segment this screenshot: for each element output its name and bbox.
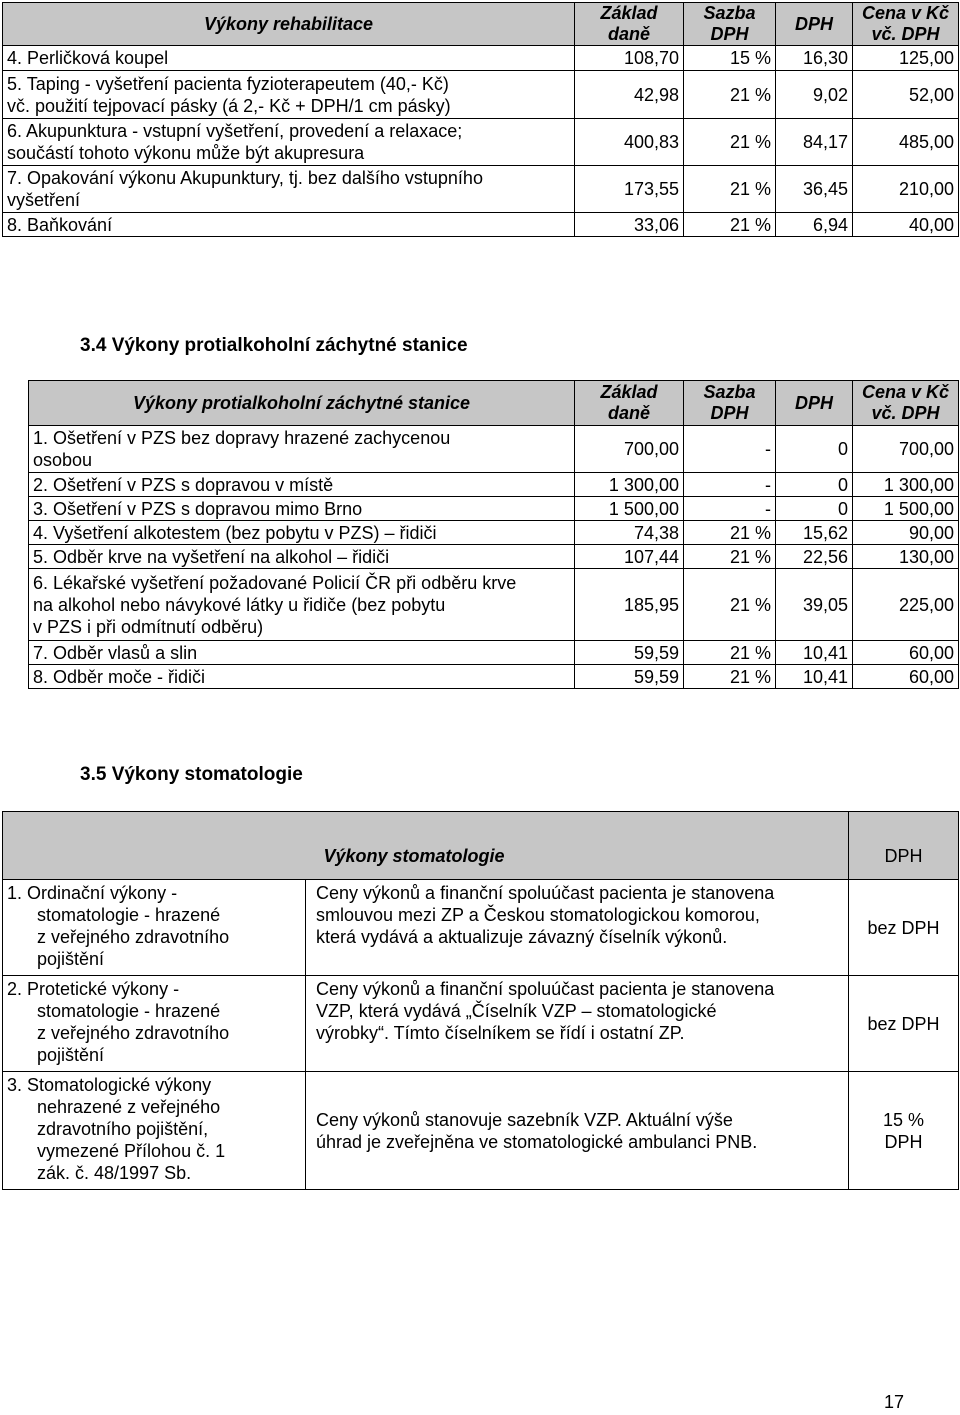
stoma-table (2, 811, 959, 1190)
row-name: 7. Odběr vlasů a slin (29, 641, 575, 665)
row-dph: bez DPH (849, 880, 959, 976)
row-cena: 60,00 (853, 665, 959, 689)
row-name-line: 7. Opakování výkonu Akupunktury, tj. bez dalšího vstupního (7, 168, 483, 188)
rehab-header-dph: DPH (776, 3, 853, 46)
row-dph: 15,62 (776, 521, 853, 545)
row-zaklad: 1 500,00 (575, 497, 684, 521)
row-dph: bez DPH (849, 976, 959, 1072)
row-name: 5. Odběr krve na vyšetření na alkohol – řidiči (29, 545, 575, 569)
row-sazba: 21 % (684, 665, 776, 689)
row-name: 8. Baňkování (3, 213, 575, 237)
table-row (29, 569, 959, 641)
row-cena: 700,00 (853, 426, 959, 473)
row-name (29, 426, 575, 473)
row-cena: 90,00 (853, 521, 959, 545)
row-name-line: stomatologie - hrazené (37, 905, 221, 925)
row-name (3, 119, 575, 166)
section-heading-3-5: 3.5 Výkony stomatologie (80, 764, 303, 785)
table-row (3, 46, 959, 71)
row-description (306, 880, 849, 976)
alco-header-zaklad: Základ daně (575, 381, 684, 426)
row-name-line: pojištění (37, 949, 105, 969)
row-name (3, 71, 575, 119)
row-name-line: osobou (33, 450, 93, 470)
table-row (29, 545, 959, 569)
row-desc-line: Ceny výkonů a finanční spoluúčast pacienta je stanovena (316, 979, 775, 999)
row-zaklad: 33,06 (575, 213, 684, 237)
row-dph (849, 1072, 959, 1190)
row-name-line: vymezené Přílohou č. 1 (37, 1141, 226, 1161)
table-row (29, 641, 959, 665)
row-name: 4. Vyšetření alkotestem (bez pobytu v PZS) – řidiči (29, 521, 575, 545)
row-name-line: 5. Taping - vyšetření pacienta fyzioterapeutem (40,- Kč) (7, 73, 449, 94)
row-zaklad: 59,59 (575, 665, 684, 689)
row-cena: 60,00 (853, 641, 959, 665)
row-sazba: 21 % (684, 166, 776, 213)
row-name-line: 1. Ošetření v PZS bez dopravy hrazené zachycenou (33, 428, 451, 448)
row-name (29, 569, 575, 641)
row-name (3, 976, 306, 1072)
row-name-line: nehrazené z veřejného (37, 1097, 221, 1117)
row-zaklad: 1 300,00 (575, 473, 684, 497)
row-desc-line: výrobky“. Tímto číselníkem se řídí i ostatní ZP. (316, 1023, 685, 1043)
table-row (3, 1072, 959, 1190)
row-sazba: 21 % (684, 119, 776, 166)
row-name-line: vyšetření (7, 190, 81, 210)
row-dph: 9,02 (776, 71, 853, 119)
row-zaklad: 700,00 (575, 426, 684, 473)
row-name: 4. Perličková koupel (3, 46, 575, 71)
row-name-line: 2. Protetické výkony - (7, 979, 180, 999)
row-desc-line: Ceny výkonů a finanční spoluúčast pacienta je stanovena (316, 883, 775, 903)
row-dph: 10,41 (776, 665, 853, 689)
row-desc-line: která vydává a aktualizuje závazný číselník výkonů. (316, 927, 728, 947)
row-zaklad: 59,59 (575, 641, 684, 665)
row-cena: 225,00 (853, 569, 959, 641)
row-sazba: 21 % (684, 545, 776, 569)
row-dph: 0 (776, 473, 853, 497)
row-cena: 125,00 (853, 46, 959, 71)
row-name-line: vč. použití tejpovací pásky (á 2,- Kč + DPH/1 cm pásky) (7, 95, 451, 116)
row-name (3, 166, 575, 213)
table-row (29, 497, 959, 521)
stoma-header-row (3, 812, 959, 880)
row-cena: 210,00 (853, 166, 959, 213)
row-sazba: - (684, 497, 776, 521)
rehab-header-sazba: Sazba DPH (684, 3, 776, 46)
row-desc-line: smlouvou mezi ZP a Českou stomatologickou komorou, (316, 905, 760, 925)
table-row (29, 426, 959, 473)
row-dph: 84,17 (776, 119, 853, 166)
row-name-line: součástí tohoto výkonu může být akupresura (7, 143, 365, 163)
alco-header-row (29, 381, 959, 426)
rehab-header-row (3, 3, 959, 46)
row-name-line: pojištění (37, 1045, 105, 1065)
row-sazba: 21 % (684, 213, 776, 237)
row-dph-line: DPH (884, 1131, 923, 1152)
row-desc-line: úhrad je zveřejněna ve stomatologické ambulanci PNB. (316, 1131, 758, 1152)
row-dph-line: 15 % (882, 1109, 925, 1130)
row-name-line: zák. č. 48/1997 Sb. (37, 1163, 192, 1183)
row-zaklad: 42,98 (575, 71, 684, 119)
table-row (3, 119, 959, 166)
table-row (29, 473, 959, 497)
row-name (3, 880, 306, 976)
row-name: 8. Odběr moče - řidiči (29, 665, 575, 689)
row-cena: 130,00 (853, 545, 959, 569)
row-name-line: 3. Stomatologické výkony (7, 1075, 212, 1095)
row-name: 3. Ošetření v PZS s dopravou mimo Brno (29, 497, 575, 521)
row-sazba: 15 % (684, 46, 776, 71)
alco-table (28, 380, 959, 689)
row-dph: 6,94 (776, 213, 853, 237)
rehab-header-zaklad: Základ daně (575, 3, 684, 46)
row-dph: 10,41 (776, 641, 853, 665)
row-name-line: 1. Ordinační výkony - (7, 883, 178, 903)
rehab-table (2, 2, 959, 237)
row-name-line: stomatologie - hrazené (37, 1001, 221, 1021)
row-cena: 52,00 (853, 71, 959, 119)
page-number: 17 (884, 1392, 905, 1412)
row-dph: 0 (776, 426, 853, 473)
row-sazba: 21 % (684, 641, 776, 665)
table-row (3, 213, 959, 237)
rehab-header-cena: Cena v Kč vč. DPH (853, 3, 959, 46)
row-zaklad: 108,70 (575, 46, 684, 71)
row-sazba: 21 % (684, 521, 776, 545)
row-sazba: 21 % (684, 569, 776, 641)
row-name-line: z veřejného zdravotního (37, 1023, 230, 1043)
stoma-header-dph-label: DPH (884, 846, 923, 866)
row-dph: 22,56 (776, 545, 853, 569)
row-desc-line: Ceny výkonů stanovuje sazebník VZP. Aktuální výše (316, 1109, 733, 1130)
row-name (3, 1072, 306, 1190)
row-name-line: 6. Akupunktura - vstupní vyšetření, provedení a relaxace; (7, 121, 463, 141)
stoma-header-label: Výkony stomatologie (323, 846, 505, 866)
row-name-line: na alkohol nebo návykové látky u řidiče (bez pobytu (33, 594, 446, 615)
row-desc-line: VZP, která vydává „Číselník VZP – stomatologické (316, 1001, 717, 1021)
row-dph: 36,45 (776, 166, 853, 213)
row-description (306, 1072, 849, 1190)
row-zaklad: 185,95 (575, 569, 684, 641)
row-cena: 40,00 (853, 213, 959, 237)
row-sazba: - (684, 426, 776, 473)
table-row (3, 166, 959, 213)
alco-header-dph: DPH (776, 381, 853, 426)
row-dph: 16,30 (776, 46, 853, 71)
table-row (3, 71, 959, 119)
row-zaklad: 74,38 (575, 521, 684, 545)
row-sazba: - (684, 473, 776, 497)
row-dph: 39,05 (776, 569, 853, 641)
stoma-header-blank (3, 812, 306, 880)
stoma-header-dph (849, 812, 959, 880)
row-zaklad: 173,55 (575, 166, 684, 213)
table-row (3, 976, 959, 1072)
row-cena: 1 300,00 (853, 473, 959, 497)
row-zaklad: 400,83 (575, 119, 684, 166)
alco-header-cena: Cena v Kč vč. DPH (853, 381, 959, 426)
row-name-line: v PZS i při odmítnutí odběru) (33, 616, 264, 637)
row-cena: 1 500,00 (853, 497, 959, 521)
row-sazba: 21 % (684, 71, 776, 119)
row-dph: 0 (776, 497, 853, 521)
row-name-line: 6. Lékařské vyšetření požadované Policií ČR při odběru krve (33, 572, 517, 593)
row-zaklad: 107,44 (575, 545, 684, 569)
row-name: 2. Ošetření v PZS s dopravou v místě (29, 473, 575, 497)
table-row (29, 521, 959, 545)
rehab-header-name: Výkony rehabilitace (3, 3, 575, 46)
row-name-line: z veřejného zdravotního (37, 927, 230, 947)
alco-header-name: Výkony protialkoholní záchytné stanice (29, 381, 575, 426)
row-cena: 485,00 (853, 119, 959, 166)
row-name-line: zdravotního pojištění, (37, 1119, 209, 1139)
row-description (306, 976, 849, 1072)
section-heading-3-4: 3.4 Výkony protialkoholní záchytné stanice (80, 335, 468, 356)
table-row (29, 665, 959, 689)
table-row (3, 880, 959, 976)
stoma-header-name (306, 812, 849, 880)
alco-header-sazba: Sazba DPH (684, 381, 776, 426)
